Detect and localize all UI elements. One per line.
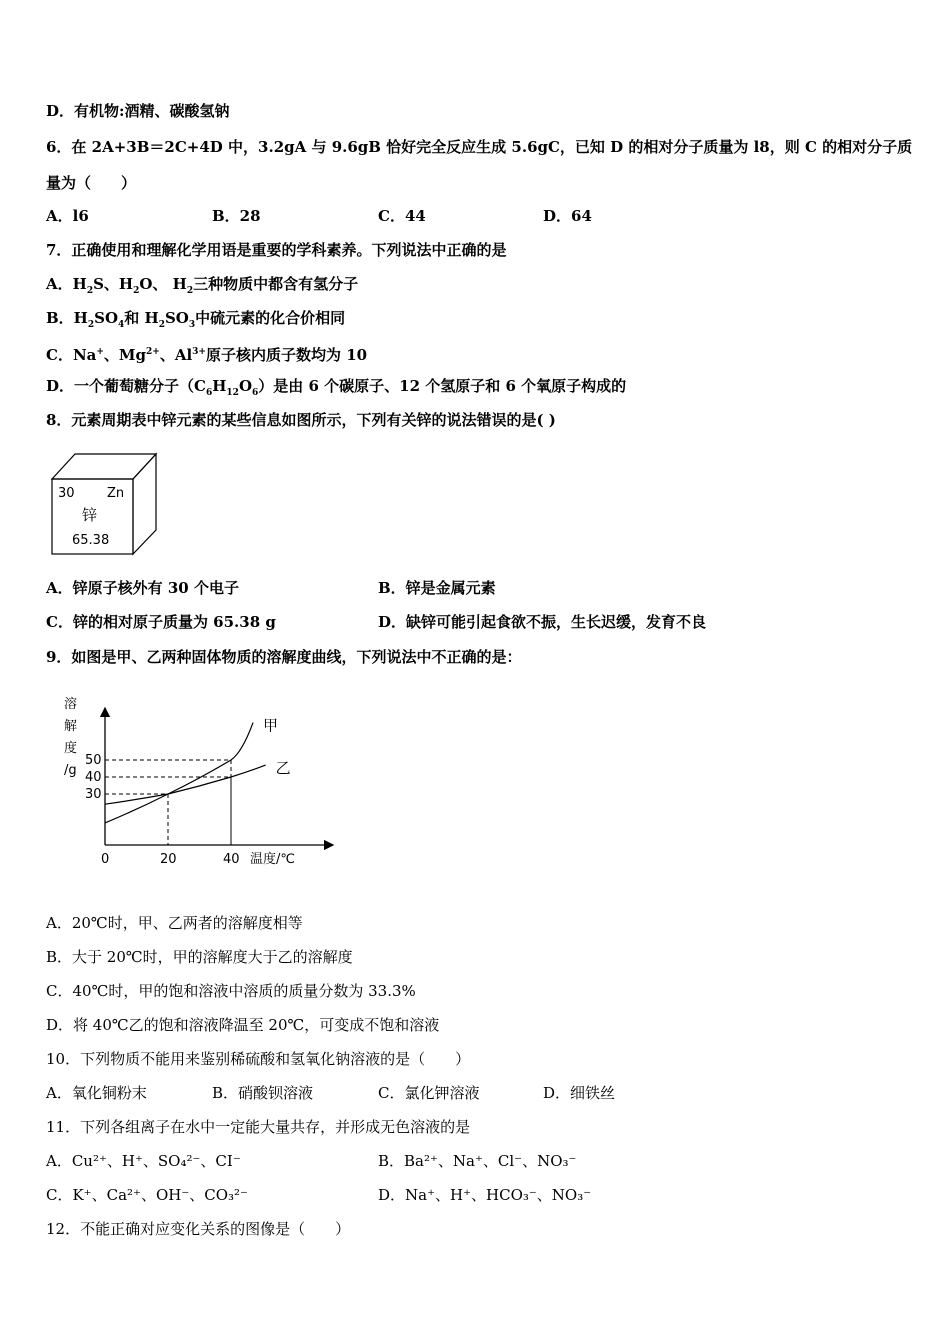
q11-option-c: C．K⁺、Ca²⁺、OH⁻、CO₃²⁻ xyxy=(46,1186,248,1204)
q6-stem-line1: 6．在 2A+3B＝2C+4D 中，3.2gA 与 9.6gB 恰好完全反应生成 5.6gC，已知 D 的相对分子质量为 l8，则 C 的相对分子质 xyxy=(46,138,913,156)
zinc-element-card xyxy=(50,452,158,556)
x-axis-label: 温度/℃ xyxy=(250,852,295,867)
q11-stem: 11．下列各组离子在水中一定能大量共存，并形成无色溶液的是 xyxy=(46,1118,471,1136)
q10-option-d: D．细铁丝 xyxy=(543,1084,616,1102)
q10-option-a: A．氧化铜粉末 xyxy=(46,1084,147,1102)
q9-option-a: A．20℃时，甲、乙两者的溶解度相等 xyxy=(46,914,303,932)
zinc-atomic-number: 30 xyxy=(58,486,75,501)
q7-option-c: C．Na+、$Mg^{2+}$、$Al^{3+}$原子核内质子数均为 10 xyxy=(46,346,368,364)
y-axis-label-3: /g xyxy=(64,763,77,778)
q6-option-c: C．44 xyxy=(378,207,426,225)
q11-option-a: A．Cu²⁺、H⁺、SO₄²⁻、CI⁻ xyxy=(46,1152,241,1170)
y-axis-label-1: 解 xyxy=(64,719,78,734)
y-tick-label-0: 30 xyxy=(85,787,102,802)
x-tick-label-2: 40 xyxy=(223,852,240,867)
q11-option-b: B．Ba²⁺、Na⁺、Cl⁻、NO₃⁻ xyxy=(378,1152,577,1170)
y-axis-label-0: 溶 xyxy=(64,697,78,712)
series-line-1 xyxy=(105,765,266,804)
q7-option-d: D．一个葡萄糖分子$(C_6H_{12}O_6)$是由 6 个碳原子、12 个氢原子和 6 个氧原子构成的 xyxy=(46,377,627,398)
q8-stem: 8．元素周期表中锌元素的某些信息如图所示，下列有关锌的说法错误的是( ) xyxy=(46,411,556,429)
x-tick-label-1: 20 xyxy=(160,852,177,867)
q6-option-a: A．l6 xyxy=(46,207,89,225)
q7-stem: 7．正确使用和理解化学用语是重要的学科素养。下列说法中正确的是 xyxy=(46,241,507,259)
q8-option-a: A．锌原子核外有 30 个电子 xyxy=(46,579,239,597)
q10-option-b: B．硝酸钡溶液 xyxy=(212,1084,314,1102)
q5-option-d: D．有机物:酒精、碳酸氢钠 xyxy=(46,102,230,120)
q8-option-c: C．锌的相对原子质量为 65.38 g xyxy=(46,613,276,631)
q10-option-c: C．氯化钾溶液 xyxy=(378,1084,480,1102)
q9-stem: 9．如图是甲、乙两种固体物质的溶解度曲线，下列说法中不正确的是： xyxy=(46,648,522,666)
q9-option-c: C．40℃时，甲的饱和溶液中溶质的质量分数为 33.3% xyxy=(46,982,416,1000)
zinc-symbol: Zn xyxy=(107,486,125,501)
zinc-atomic-mass: 65.38 xyxy=(72,533,110,548)
q11-option-d: D．Na⁺、H⁺、HCO₃⁻、NO₃⁻ xyxy=(378,1186,592,1204)
series-label-1: 乙 xyxy=(275,759,291,778)
y-tick-label-2: 50 xyxy=(85,753,102,768)
q9-option-b: B．大于 20℃时，甲的溶解度大于乙的溶解度 xyxy=(46,948,353,966)
y-axis-label-2: 度 xyxy=(64,741,78,756)
q8-option-d: D．缺锌可能引起食欲不振，生长迟缓，发育不良 xyxy=(378,613,707,631)
q10-stem: 10．下列物质不能用来鉴别稀硫酸和氢氧化钠溶液的是（ ） xyxy=(46,1050,471,1068)
q9-option-d: D．将 40℃乙的饱和溶液降温至 20℃，可变成不饱和溶液 xyxy=(46,1016,440,1034)
q12-stem: 12．不能正确对应变化关系的图像是（ ） xyxy=(46,1220,351,1238)
y-tick-label-1: 40 xyxy=(85,770,102,785)
x-tick-label-0: 0 xyxy=(101,852,110,867)
q8-option-b: B．锌是金属元素 xyxy=(378,579,496,597)
q6-option-d: D．64 xyxy=(543,207,592,225)
solubility-chart xyxy=(58,690,343,875)
q6-option-b: B．28 xyxy=(212,207,261,225)
zinc-name: 锌 xyxy=(82,506,98,524)
q6-stem-line2: 量为（ ） xyxy=(46,174,137,192)
q7-option-a: A．$H_2S$、$H_2O$、 $H_2$三种物质中都含有氢分子 xyxy=(46,275,359,296)
series-label-0: 甲 xyxy=(263,716,279,735)
q7-option-b: B．$H_2SO_4$和 $H_2SO_3$中硫元素的化合价相同 xyxy=(46,309,346,330)
